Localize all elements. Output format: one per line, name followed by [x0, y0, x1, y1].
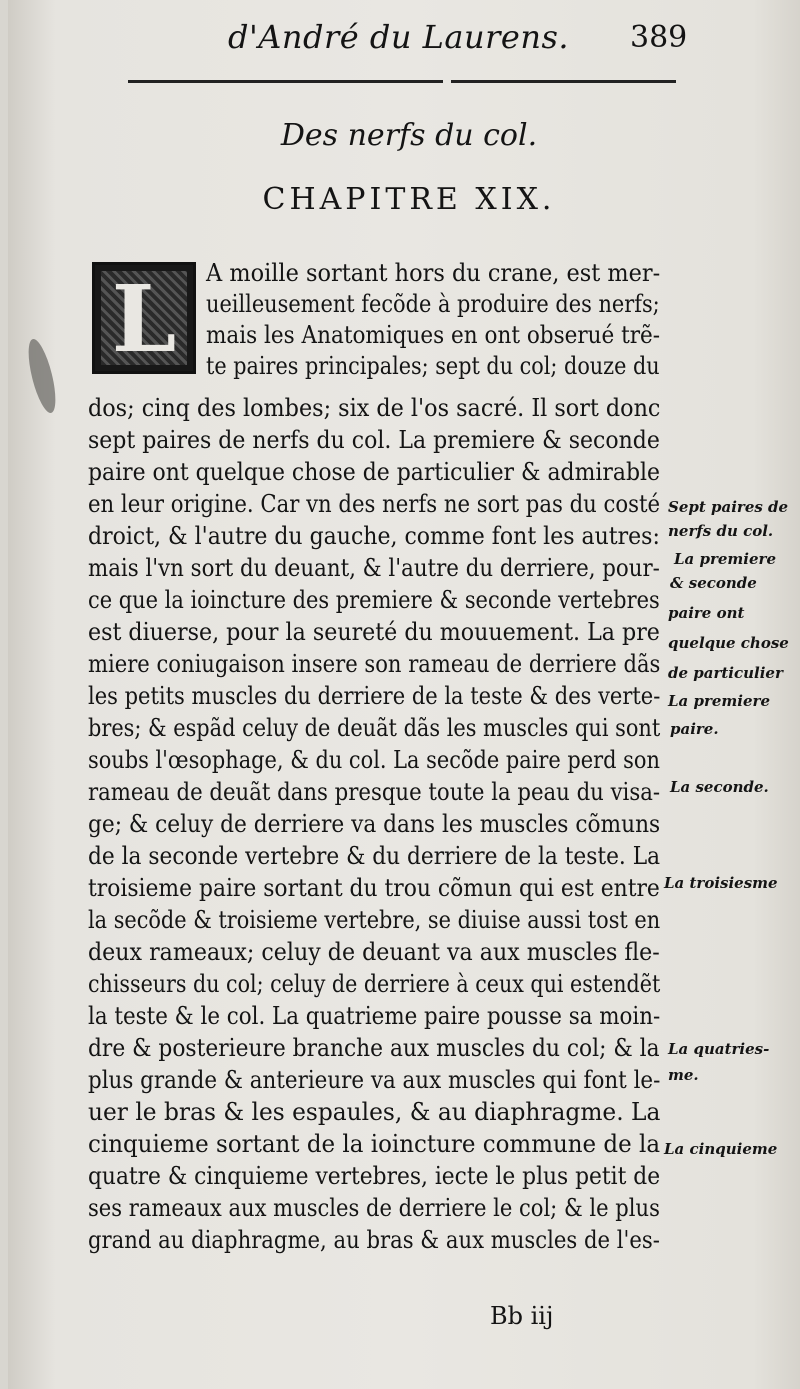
margin-note: & seconde: [670, 574, 757, 592]
text-line: te paires principales; sept du col; douze du: [206, 352, 660, 380]
text-line: chisseurs du col; celuy de derriere à ceux qui estendẽt: [88, 970, 661, 998]
text-line: paire ont quelque chose de particulier & admirable: [88, 458, 660, 486]
text-line: quatre & cinquieme vertebres, iecte le plus petit de: [88, 1162, 661, 1190]
margin-note: La quatries-: [668, 1040, 770, 1058]
text-line: en leur origine. Car vn des nerfs ne sort pas du costé: [88, 490, 661, 518]
header-rule-right: [451, 80, 676, 83]
margin-note: paire.: [670, 720, 719, 738]
text-line: sept paires de nerfs du col. La premiere & seconde: [88, 426, 660, 454]
text-line: dre & posterieure branche aux muscles du col; & la: [88, 1034, 660, 1062]
initial-letter: L: [111, 265, 177, 373]
text-line: ge; & celuy de derriere va dans les muscles cõmuns: [88, 810, 661, 838]
margin-note: de particulier: [668, 664, 783, 682]
text-line: rameau de deuãt dans presque toute la peau du visa-: [88, 778, 661, 806]
text-line: dos; cinq des lombes; six de l'os sacré. Il sort donc: [88, 394, 661, 422]
book-page: [8, 0, 800, 1389]
text-line: uer le bras & les espaules, & au diaphragme. La: [88, 1098, 661, 1126]
text-line: de la seconde vertebre & du derriere de la teste. La: [88, 842, 661, 870]
text-line: A moille sortant hors du crane, est mer-: [206, 259, 661, 287]
section-title: Des nerfs du col.: [280, 118, 538, 153]
signature-mark: Bb iij: [490, 1302, 554, 1330]
text-line: les petits muscles du derriere de la teste & des verte-: [88, 682, 661, 710]
margin-note: me.: [668, 1066, 699, 1084]
header-rule-left: [128, 80, 443, 83]
text-line: deux rameaux; celuy de deuant va aux muscles fle-: [88, 938, 660, 966]
running-title: d'André du Laurens.: [228, 18, 570, 56]
text-line: la teste & le col. La quatrieme paire pousse sa moin-: [88, 1002, 661, 1030]
text-line: mais l'vn sort du deuant, & l'autre du derriere, pour-: [88, 554, 660, 582]
text-line: ses rameaux aux muscles de derriere le col; & le plus: [88, 1194, 660, 1222]
text-line: troisieme paire sortant du trou cõmun qui est entre: [88, 874, 660, 902]
text-line: ce que la ioincture des premiere & seconde vertebres: [88, 586, 660, 614]
text-line: soubs l'œsophage, & du col. La secõde paire perd son: [88, 746, 660, 774]
margin-note: quelque chose: [668, 634, 789, 652]
text-line: miere coniugaison insere son rameau de derriere dãs: [88, 650, 661, 678]
text-line: ueilleusement fecõde à produire des nerfs;: [206, 290, 660, 318]
decorated-initial: [92, 262, 196, 374]
margin-note: La seconde.: [670, 778, 769, 796]
margin-note: paire ont: [668, 604, 745, 622]
text-line: la secõde & troisieme vertebre, se diuise aussi tost en: [88, 906, 661, 934]
text-line: grand au diaphragme, au bras & aux muscles de l'es-: [88, 1226, 660, 1254]
text-line: est diuerse, pour la seureté du mouuement. La pre: [88, 618, 660, 646]
margin-note: Sept paires de: [668, 498, 789, 516]
text-line: mais les Anatomiques en ont obserué trẽ-: [206, 321, 661, 349]
page-header: [8, 14, 800, 60]
text-line: bres; & espãd celuy de deuãt dãs les muscles qui sont: [88, 714, 661, 742]
page-number: 389: [630, 20, 688, 55]
ink-blot: [23, 337, 61, 416]
text-line: plus grande & anterieure va aux muscles qui font le-: [88, 1066, 661, 1094]
margin-note: La premiere: [668, 692, 770, 710]
text-line: droict, & l'autre du gauche, comme font les autres:: [88, 522, 660, 550]
margin-note: La premiere: [674, 550, 776, 568]
text-line: cinquieme sortant de la ioincture commune de la: [88, 1130, 661, 1158]
margin-note: La troisiesme: [664, 874, 778, 892]
margin-note: nerfs du col.: [668, 522, 774, 540]
chapter-title: CHAPITRE XIX.: [262, 182, 556, 217]
margin-note: La cinquieme: [664, 1140, 778, 1158]
